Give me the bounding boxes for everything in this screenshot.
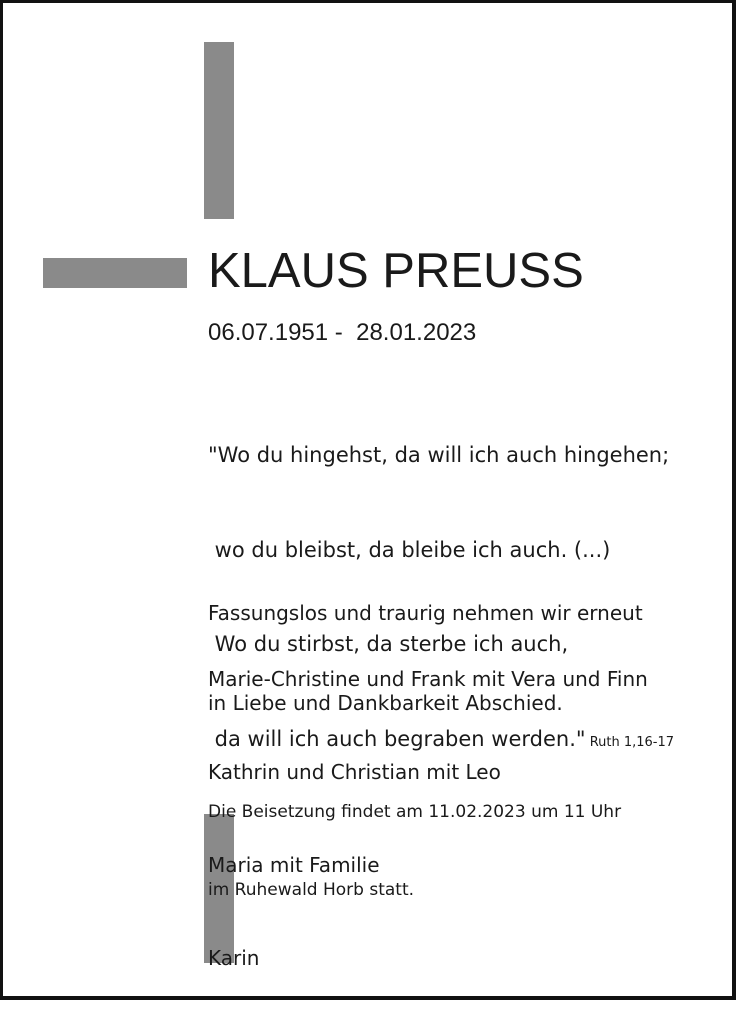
mourner: Marie-Christine und Frank mit Vera und Finn <box>208 667 648 691</box>
mourner: Maria mit Familie <box>208 853 380 877</box>
quote-line: "Wo du hingehst, da will ich auch hingehen; <box>208 443 670 467</box>
quote-text: da will ich auch begraben werden." <box>208 726 586 751</box>
burial-line: im Ruhewald Horb statt. <box>208 880 415 900</box>
farewell-line: in Liebe und Dankbarkeit Abschied. <box>208 691 563 715</box>
mourner: Kathrin und Christian mit Leo <box>208 760 501 784</box>
quote-line: Wo du stirbst, da sterbe ich auch, <box>208 632 569 656</box>
cross-bar-top <box>204 42 234 219</box>
burial-info <box>208 747 621 955</box>
life-dates: 06.07.1951 - 28.01.2023 <box>208 319 477 346</box>
farewell-line: Fassungslos und traurig nehmen wir erneut <box>208 601 643 625</box>
deceased-name: KLAUS PREUSS <box>208 244 584 298</box>
cross-bar-left <box>43 258 187 288</box>
quote-source: Ruth 1,16-17 <box>585 734 675 750</box>
burial-line: Die Beisetzung findet am 11.02.2023 um 11 Uhr <box>208 802 622 822</box>
mourner: Karin <box>208 946 260 970</box>
quote-line: wo du bleibst, da bleibe ich auch. (...) <box>208 537 611 562</box>
